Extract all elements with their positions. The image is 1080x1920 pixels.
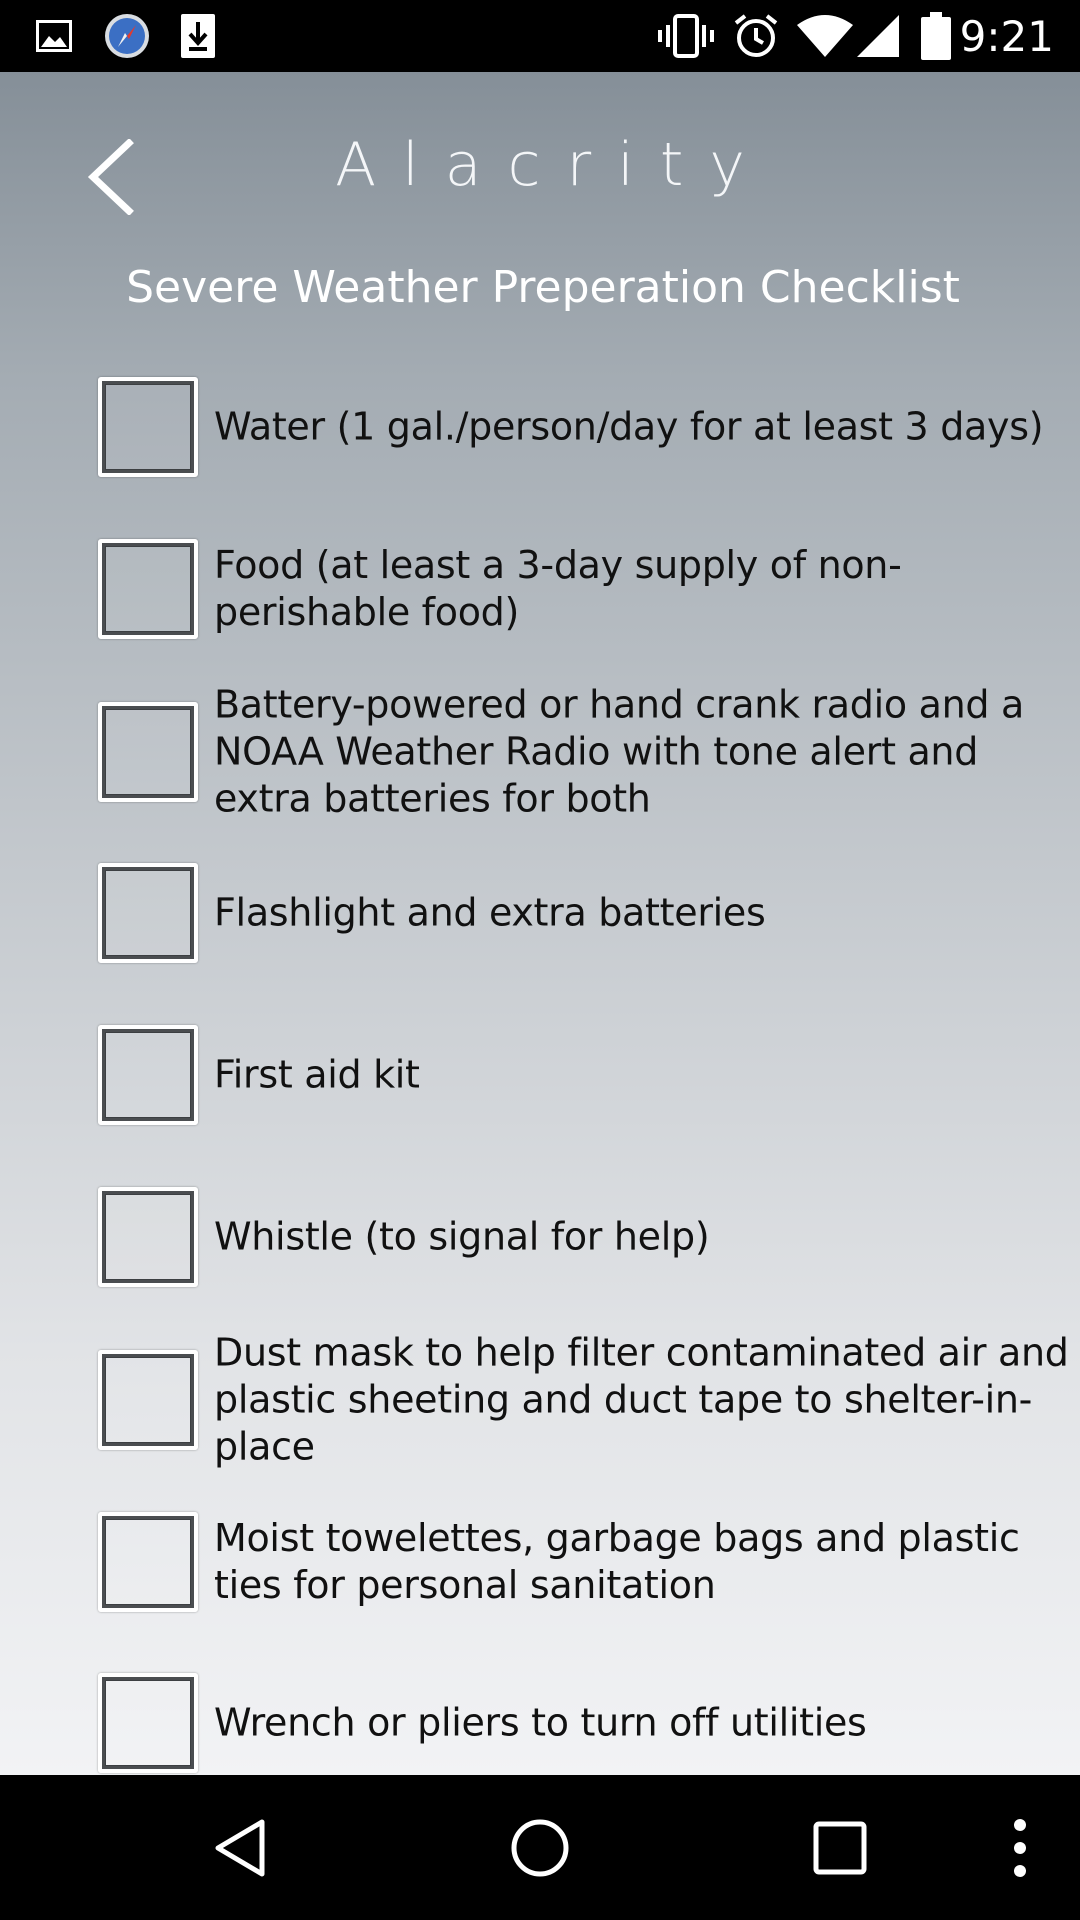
checklist-item-dust-mask[interactable]	[98, 1330, 1069, 1469]
image-notification-icon	[34, 0, 74, 72]
checklist-item-radio[interactable]	[98, 682, 1068, 821]
checkbox[interactable]	[98, 702, 198, 802]
checkbox[interactable]	[98, 1512, 198, 1612]
status-time: 9:21	[959, 12, 1054, 61]
navigation-bar	[0, 1775, 1080, 1920]
vibrate-icon	[658, 0, 714, 72]
checklist-item-label: Dust mask to help filter contaminated air and plastic sheeting and duct tape to shelter-in-place	[214, 1330, 1069, 1469]
checklist-item-wrench[interactable]	[98, 1668, 1068, 1775]
checklist	[0, 72, 1080, 1775]
checkbox[interactable]	[98, 539, 198, 639]
compass-notification-icon	[102, 0, 152, 72]
download-notification-icon	[180, 0, 216, 72]
home-nav-icon	[510, 1818, 570, 1878]
overflow-menu-button[interactable]	[990, 1775, 1050, 1920]
checklist-item-towelettes[interactable]	[98, 1507, 1068, 1617]
overflow-menu-icon	[1013, 1818, 1027, 1878]
checkbox[interactable]	[98, 1025, 198, 1125]
nav-back-button[interactable]	[200, 1775, 280, 1920]
nav-recents-button[interactable]	[800, 1775, 880, 1920]
nav-home-button[interactable]	[500, 1775, 580, 1920]
app-content	[0, 72, 1080, 1775]
checkbox[interactable]	[98, 863, 198, 963]
checkbox[interactable]	[98, 1187, 198, 1287]
checklist-item-label: Flashlight and extra batteries	[214, 890, 766, 935]
recents-nav-icon	[813, 1821, 867, 1875]
checklist-item-label: First aid kit	[214, 1052, 420, 1097]
checklist-item-label: Water (1 gal./person/day for at least 3 days)	[214, 404, 1044, 449]
status-bar	[0, 0, 1080, 72]
checklist-item-whistle[interactable]	[98, 1182, 1068, 1292]
checklist-item-label: Battery-powered or hand crank radio and a NOAA Weather Radio with tone alert and extra batteries for both	[214, 682, 1024, 821]
checkbox[interactable]	[98, 1350, 198, 1450]
checkbox[interactable]	[98, 1673, 198, 1773]
alarm-icon	[732, 0, 780, 72]
app-title: Alacrity	[335, 130, 771, 200]
wifi-icon	[796, 0, 854, 72]
checklist-item-label: Moist towelettes, garbage bags and plastic ties for personal sanitation	[214, 1516, 1020, 1607]
checklist-item-label: Whistle (to signal for help)	[214, 1214, 710, 1259]
checklist-item-label: Wrench or pliers to turn off utilities	[214, 1700, 867, 1745]
checklist-item-label: Food (at least a 3-day supply of non-perishable food)	[214, 543, 902, 634]
cell-signal-icon	[856, 0, 900, 72]
page-title: Severe Weather Preperation Checklist	[126, 262, 960, 313]
checklist-item-water[interactable]	[98, 372, 1068, 482]
checklist-item-flashlight[interactable]	[98, 858, 1068, 968]
battery-icon	[920, 0, 952, 72]
back-nav-icon	[212, 1818, 268, 1878]
checklist-item-first-aid[interactable]	[98, 1020, 1068, 1130]
checklist-item-food[interactable]	[98, 534, 1068, 644]
checkbox[interactable]	[98, 377, 198, 477]
